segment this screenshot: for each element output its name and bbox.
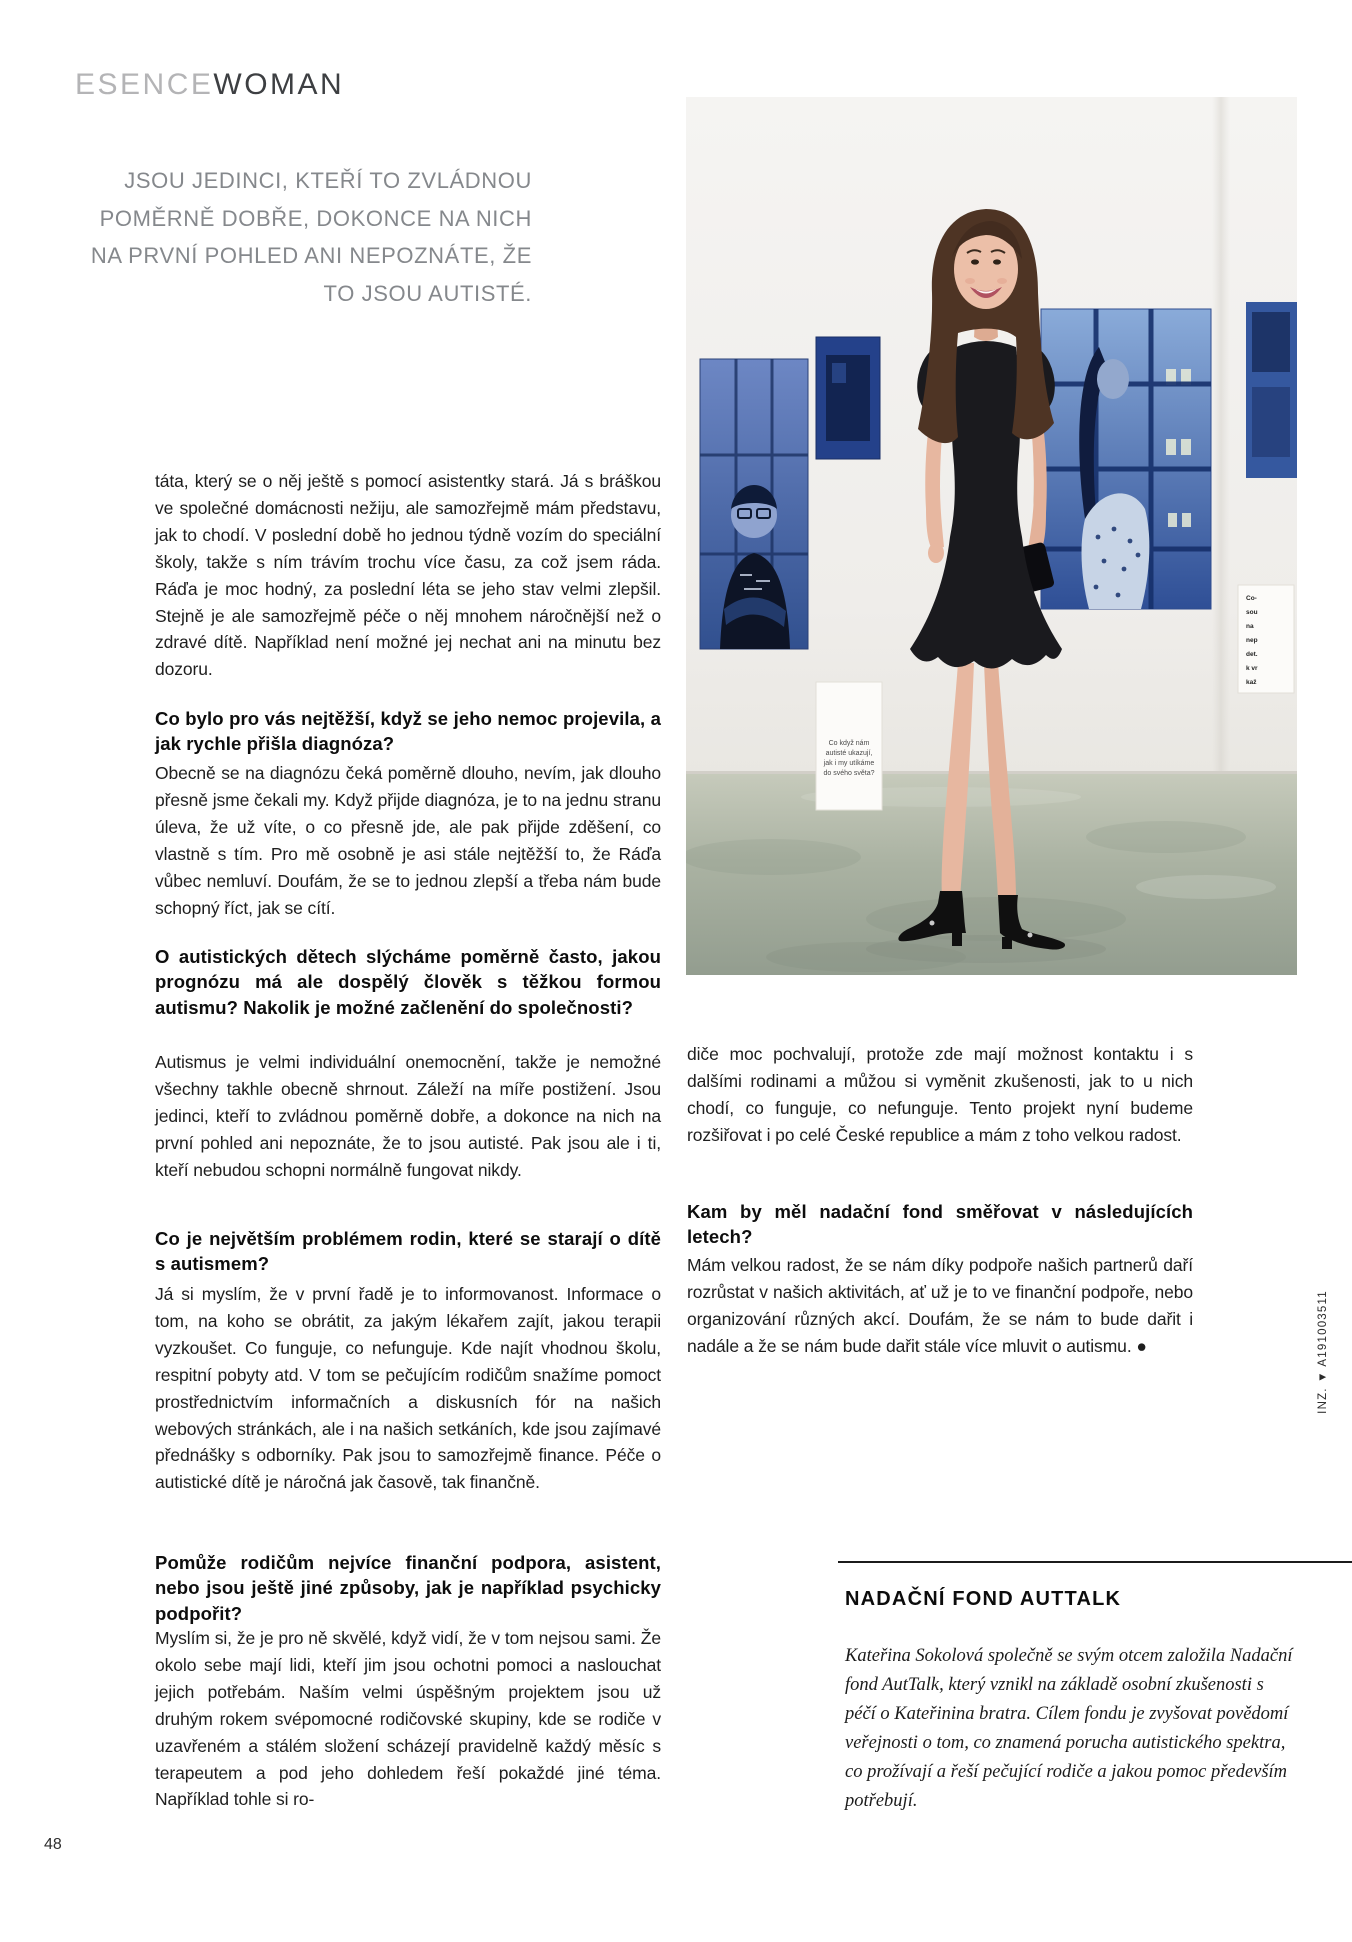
question-3: Co je největším problémem rodin, které se starají o dítě s autismem? [155,1228,661,1275]
eye [971,259,979,264]
gallery-photo-illustration [686,97,1297,975]
gallery-photo [686,97,1297,975]
caption-card-right-line: det. [1246,651,1258,658]
caption-card-right [1238,585,1294,693]
boot-bow [1028,933,1033,938]
caption-card-right-line: kaž [1246,679,1257,686]
boot-heel [952,933,962,946]
caption-card-right-line: Co- [1246,595,1257,602]
artwork-boy-portrait [700,359,808,649]
answer-4: Myslím si, že je pro ně skvělé, když vidí, že v tom nejsou sami. Že okolo sebe mají lidi, kteří jim jsou ochotni pomoci a naslouchat jejich potřebám. Naším velmi úspěšným projektem jsou už druhým rokem svépomocné rodičovské skupiny, kde se rodiče v uzavřeném a stálém složení scházejí pravidelně každý měsíc s terapeutem a pod jeho dohledem řeší pokaždé jiné téma. Například tohle si ro- [155,1628,661,1810]
caption-card-left [816,682,882,810]
artwork-right-strip [1246,302,1297,478]
advert-code-vertical: INZ. ▼ A191003511 [1317,1290,1329,1414]
pull-quote-line: TO JSOU AUTISTÉ. [323,280,532,306]
pull-quote-line: POMĚRNĚ DOBŘE, DOKONCE NA NICH [99,205,532,231]
boot-heel [1002,937,1012,949]
masthead-brand-bold: WOMAN [213,68,345,101]
question-2: O autistických dětech slýcháme poměrně často, jakou prognózu má ale dospělý člověk s těžkou formou autismu? Nakolik je možné začlenění do společnosti? [155,946,661,1018]
caption-card-left-line: jak i my utíkáme [823,760,875,767]
caption-card-left-line: autisté ukazují, [825,750,873,757]
fund-box-body: Kateřina Sokolová společně se svým otcem založila Nadační fond AutTalk, který vznikl na základě osobní zkušenosti s péčí o Kateřinina bratra. Cílem fondu je zvyšovat povědomí veřejnosti o tom, co znamená porucha autistického spektra, co prožívají a řeší pečující rodiče a jakou pomoc především potřebují. [845,1646,1293,1811]
caption-card-right-line: na [1246,623,1254,630]
fund-box-rule [838,1561,1352,1563]
pull-quote [60,162,532,312]
wall-corner-shadow [1212,97,1230,775]
blush [965,278,975,284]
boot-bow [930,921,935,926]
question-5: Kam by měl nadační fond směřovat v následujících letech? [687,1201,1193,1248]
caption-card-left-line: Co když nám [828,740,870,747]
masthead-brand-light: ESENCE [75,68,214,101]
hand [928,543,944,563]
artwork-woman-scarf [1041,309,1211,609]
answer-2: Autismus je velmi individuální onemocnění, takže je nemožné všechny takhle obecně shrnout. Záleží na míře postižení. Jsou jedinci, kteří to zvládnou poměrně dobře, a dokonce na nich na první pohled ani nepoznáte, že to jsou autisté. Pak jsou ale i ti, kteří nebudou schopni normálně fungovat nikdy. [155,1052,661,1180]
masthead [75,68,344,102]
caption-card-right-line: nep [1246,637,1258,644]
intro-paragraph: táta, který se o něj ještě s pomocí asistentky stará. Já s bráškou ve společné domácnosti nežiju, ale samozřejmě mám představu, jak to chodí. V poslední době ho jednou týdně vozím do speciální školy, takže s ním trávím trochu více času, za což jsem ráda. Ráďa je moc hodný, za poslední léta se jeho stav velmi zlepšil. Stejně je ale samozřejmě péče o něj mnohem náročnější než o zdravé dítě. Například není možné jej nechat ani na minutu bez dozoru. [155,471,661,680]
fund-box-title: NADAČNÍ FOND AUTTALK [845,1588,1122,1610]
caption-card-left-line: do svého světa? [823,770,875,777]
page-number: 48 [44,1836,62,1853]
answer-5: Mám velkou radost, že se nám díky podpoře našich partnerů daří rozrůstat v našich aktivitách, ať už je to ve finanční podpoře, nebo organizování různých akcí. Doufám, že se nám to bude dařit i nadále a že se nám bude dařit stále více mluvit o autismu. ● [687,1255,1193,1356]
caption-card-right-line: sou [1246,609,1258,616]
eye [993,259,1001,264]
answer-3: Já si myslím, že v první řadě je to informovanost. Informace o tom, na koho se obrátit, za jakým lékařem zajít, jakou terapii vyzkoušet. Co funguje, co nefunguje. Kde najít vhodnou školu, respitní pobyty atd. V tom se pečujícím rodičům snažíme pomoct prostřednictvím informačních a diskusních fór na našich webových stránkách, ale i na našich setkáních, kde jsou zajímavé přednášky s odborníky. Pak jsou to samozřejmě finance. Péče o autistické dítě je náročná jak časově, tak finančně. [155,1284,661,1493]
artwork-small-square [816,337,880,459]
answer-1: Obecně se na diagnózu čeká poměrně dlouho, nevím, jak dlouho přesně jsme čekali my. Když přijde diagnóza, je to na jednu stranu úleva, že už víte, o co přesně jde, ale pak přijde zděšení, co vlastně s tím. Pro mě osobně je asi stále nejtěžší to, že Ráďa vůbec nemluví. Doufám, že se to jednou zlepší a třeba nám bude schopný říct, jak se cítí. [155,763,661,918]
question-4: Pomůže rodičům nejvíce finanční podpora, asistent, nebo jsou ještě jiné způsoby, jak je například psychicky podpořit? [155,1552,661,1624]
blush [997,278,1007,284]
pull-quote-line: NA PRVNÍ POHLED ANI NEPOZNÁTE, ŽE [90,243,532,269]
question-1: Co bylo pro vás nejtěžší, když se jeho nemoc projevila, a jak rychle přišla diagnóza? [155,708,661,755]
pull-quote-line: JSOU JEDINCI, KTEŘÍ TO ZVLÁDNOU [124,168,532,193]
caption-card-right-line: k vr [1246,665,1258,672]
continuation-paragraph: diče moc pochvalují, protože zde mají možnost kontaktu i s dalšími rodinami a můžou si vyměnit zkušenosti, jak to u nich chodí, co funguje, co nefunguje. Tento projekt nyní budeme rozšiřovat i po celé České republice a mám z toho velkou radost. [687,1044,1193,1145]
